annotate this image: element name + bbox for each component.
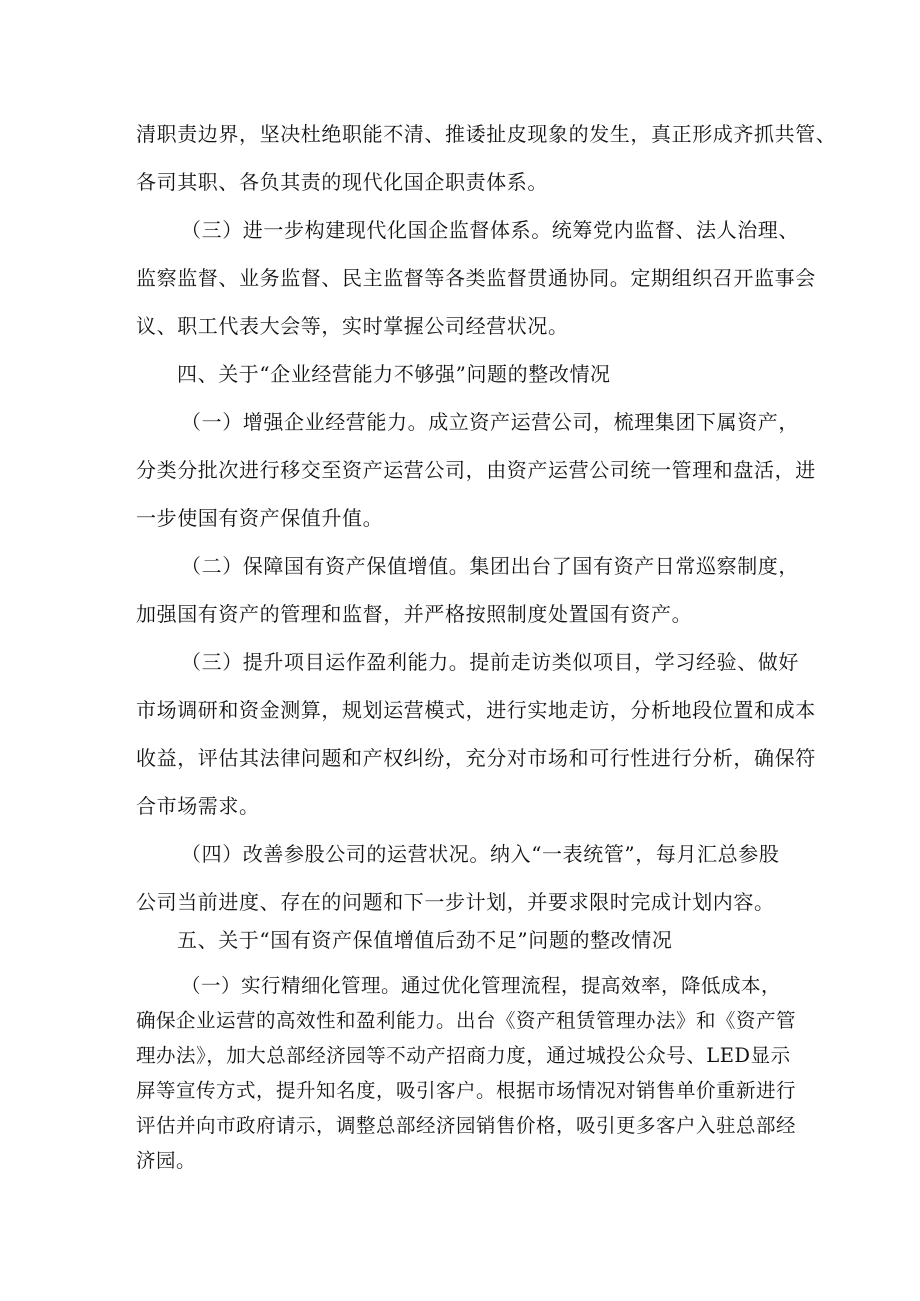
paragraph-line: 加强国有资产的管理和监督，并严格按照制度处置国有资产。 bbox=[136, 602, 693, 626]
paragraph-line: 市场调研和资金测算，规划运营模式，进行实地走访，分析地段位置和成本 bbox=[136, 698, 816, 722]
paragraph-line: 监察监督、业务监督、民主监督等各类监督贯通协同。定期组织召开监事会 bbox=[136, 266, 816, 290]
paragraph-line: 收益，评估其法律问题和产权纠纷，充分对市场和可行性进行分析，确保符 bbox=[136, 746, 816, 770]
paragraph-line: 一步使国有资产保值升值。 bbox=[136, 506, 384, 530]
paragraph-line: （一）实行精细化管理。通过优化管理流程，提高效率，降低成本， bbox=[181, 974, 782, 997]
paragraph-line: 理办法》，加大总部经济园等不动产招商力度，通过城投公众号、LED显示 bbox=[136, 1044, 791, 1067]
section-heading: 四、关于“企业经营能力不够强”问题的整改情况 bbox=[177, 362, 611, 386]
paragraph-line: 合市场需求。 bbox=[136, 794, 260, 818]
paragraph-line: 清职责边界，坚决杜绝职能不清、推诿扯皮现象的发生，真正形成齐抓共管、 bbox=[136, 122, 837, 146]
paragraph-line: （一）增强企业经营能力。成立资产运营公司，梳理集团下属资产， bbox=[181, 410, 799, 434]
paragraph-line: 分类分批次进行移交至资产运营公司，由资产运营公司统一管理和盘活，进 bbox=[136, 458, 816, 482]
paragraph-line: （四）改善参股公司的运营状况。纳入“一表统管”，每月汇总参股 bbox=[181, 842, 780, 866]
paragraph-line: 公司当前进度、存在的问题和下一步计划，并要求限时完成计划内容。 bbox=[136, 890, 775, 914]
paragraph-line: （二）保障国有资产保值增值。集团出台了国有资产日常巡察制度， bbox=[181, 554, 799, 578]
paragraph-line: 屏等宣传方式，提升知名度，吸引客户。根据市场情况对销售单价重新进行 bbox=[136, 1079, 797, 1102]
paragraph-line: （三）进一步构建现代化国企监督体系。统筹党内监督、法人治理、 bbox=[181, 218, 799, 242]
paragraph-line: 确保企业运营的高效性和盈利能力。出台《资产租赁管理办法》和《资产管 bbox=[136, 1009, 797, 1032]
paragraph-line: 评估并向市政府请示，调整总部经济园销售价格，吸引更多客户入驻总部经 bbox=[136, 1114, 797, 1137]
section-heading: 五、关于“国有资产保值增值后劲不足”问题的整改情况 bbox=[177, 928, 673, 952]
paragraph-line: （三）提升项目运作盈利能力。提前走访类似项目，学习经验、做好 bbox=[181, 650, 799, 674]
paragraph-line: 议、职工代表大会等，实时掌握公司经营状况。 bbox=[136, 314, 569, 338]
paragraph-line: 各司其职、各负其责的现代化国企职责体系。 bbox=[136, 170, 548, 194]
paragraph-line: 济园。 bbox=[136, 1149, 197, 1172]
